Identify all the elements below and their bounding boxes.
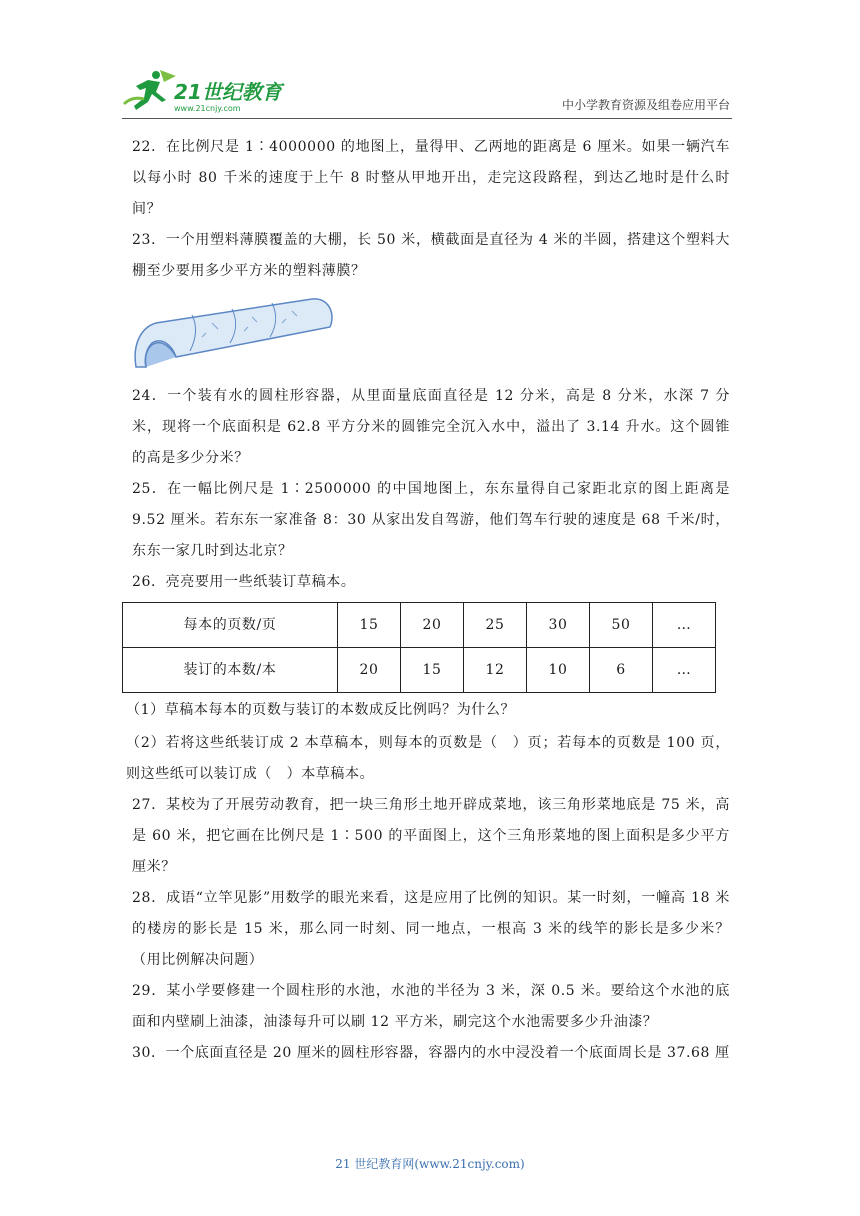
- greenhouse-illustration: [132, 293, 730, 373]
- row-header: 装订的本数/本: [123, 648, 338, 693]
- table-cell: 25: [464, 603, 527, 648]
- question-30: [132, 1038, 730, 1069]
- logo-url: www.21cnjy.com: [174, 104, 241, 113]
- question-number: 30．: [132, 1045, 166, 1061]
- table-cell: 20: [401, 603, 464, 648]
- question-number: 29．: [132, 983, 167, 999]
- question-number: 26．: [132, 574, 166, 590]
- question-text: 一个装有水的圆柱形容器，从里面量底面直径是 12 分米，高是 8 分米，水深 7 分米，现将一个底面积是 62.8 平方分米的圆锥完全沉入水中，溢出了 3.14 升水。这个圆锥的高是多少分米？: [132, 388, 730, 466]
- question-number: 25．: [132, 481, 168, 497]
- header-divider: [122, 118, 732, 119]
- question-text: 某校为了开展劳动教育，把一块三角形土地开辟成菜地，该三角形菜地底是 75 米，高是 60 米，把它画在比例尺是 1∶500 的平面图上，这个三角形菜地的图上面积是多少平方厘米？: [132, 797, 730, 875]
- question-23: [132, 225, 730, 287]
- question-26-part-1: （1）草稿本每本的页数与装订的本数成反比例吗？为什么？: [126, 702, 516, 718]
- pages-table: [122, 602, 716, 693]
- question-28: [132, 883, 730, 976]
- row-header: 每本的页数/页: [123, 603, 338, 648]
- table-cell: 12: [464, 648, 527, 693]
- table-cell: 10: [527, 648, 590, 693]
- question-number: 23．: [132, 232, 166, 248]
- table-row: [123, 603, 716, 648]
- question-26-part-2: （2）若将这些纸装订成 2 本草稿本，则每本的页数是（ ）页；若每本的页数是 100 页，则这些纸可以装订成（ ）本草稿本。: [126, 735, 730, 782]
- page-footer: 21 世纪教育网(www.21cnjy.com): [335, 1157, 525, 1171]
- logo-text: 21世纪教育: [174, 80, 282, 104]
- question-text: 在一幅比例尺是 1∶2500000 的中国地图上，东东量得自己家距北京的图上距离是 9.52 厘米。若东东一家准备 8：30 从家出发自驾游，他们驾车行驶的速度是 68 千米/时，东东一家几时到达北京？: [132, 481, 730, 559]
- table-cell: …: [653, 603, 716, 648]
- question-24: [132, 381, 730, 474]
- question-number: 22．: [132, 139, 166, 155]
- table-cell: 6: [590, 648, 653, 693]
- table-cell: …: [653, 648, 716, 693]
- greenhouse-icon: [132, 293, 342, 373]
- table-cell: 15: [401, 648, 464, 693]
- question-number: 27．: [132, 797, 167, 813]
- question-number: 28．: [132, 890, 167, 906]
- question-text: 一个用塑料薄膜覆盖的大棚，长 50 米，横截面是直径为 4 米的半圆，搭建这个塑料大棚至少要用多少平方米的塑料薄膜？: [132, 232, 730, 279]
- question-25: [132, 474, 730, 567]
- table-cell: 15: [338, 603, 401, 648]
- question-number: 24．: [132, 388, 168, 404]
- question-22: [132, 132, 730, 225]
- page-header: [0, 0, 860, 120]
- table-cell: 30: [527, 603, 590, 648]
- platform-label: 中小学教育资源及组卷应用平台: [561, 98, 730, 112]
- question-29: [132, 976, 730, 1038]
- question-list: [126, 132, 730, 1069]
- question-text: 在比例尺是 1∶4000000 的地图上，量得甲、乙两地的距离是 6 厘米。如果一辆汽车以每小时 80 千米的速度于上午 8 时整从甲地开出，走完这段路程，到达乙地时是什么时间？: [132, 139, 730, 217]
- runner-icon: [124, 70, 176, 110]
- question-text: 某小学要修建一个圆柱形的水池，水池的半径为 3 米，深 0.5 米。要给这个水池的底面和内壁刷上油漆，油漆每升可以刷 12 平方米，刷完这个水池需要多少升油漆？: [132, 983, 730, 1030]
- question-text: 亮亮要用一些纸装订草稿本。: [165, 574, 356, 590]
- question-text: 一个底面直径是 20 厘米的圆柱形容器，容器内的水中浸没着一个底面周长是 37.68 厘: [165, 1045, 730, 1061]
- question-text: 成语“立竿见影”用数学的眼光来看，这是应用了比例的知识。某一时刻，一幢高 18 米的楼房的影长是 15 米，那么同一时刻、同一地点，一根高 3 米的线竿的影长是多少米？（用比例解决问题）: [132, 890, 730, 968]
- table-row: [123, 648, 716, 693]
- question-27: [132, 790, 730, 883]
- logo-21cnjy: [122, 66, 292, 114]
- table-cell: 20: [338, 648, 401, 693]
- table-cell: 50: [590, 603, 653, 648]
- question-26: [132, 567, 730, 598]
